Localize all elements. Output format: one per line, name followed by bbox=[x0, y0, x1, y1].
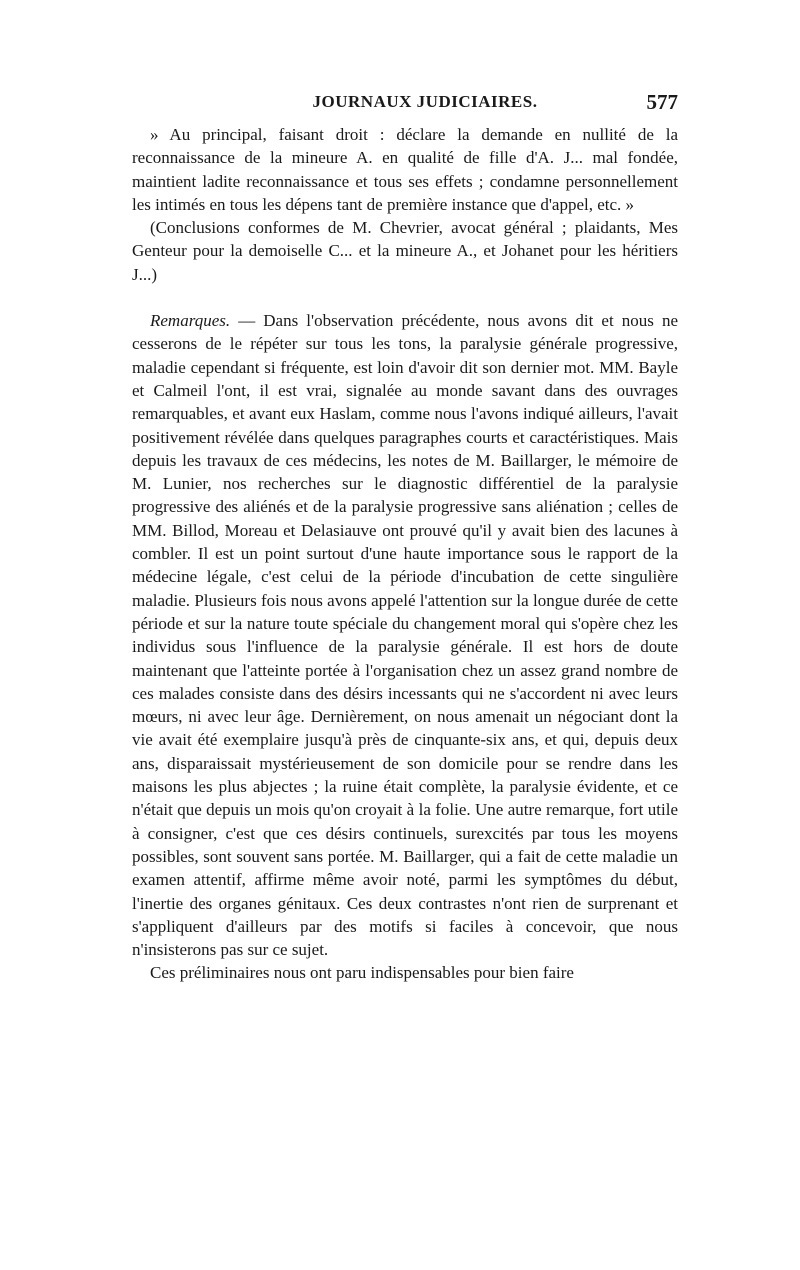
remarks-label: Remarques. bbox=[150, 311, 231, 331]
conclusions-paragraph: (Conclusions conformes de M. Chevrier, avocat général ; plaidants, Mes Genteur pour la demoiselle C... et la mineure A., et Johanet pour les héritiers J...) bbox=[132, 218, 678, 284]
body-text bbox=[132, 123, 678, 985]
remarks-paragraph bbox=[132, 309, 678, 961]
remarks-text: — Dans l'observation précédente, nous avons dit et nous ne cesserons de le répéter sur tous les tons, la paralysie générale progressive, maladie cependant si fréquente, est loin d'avoir dit son dernier mot. MM. Bayle et Calmeil l'ont, il est vrai, signalée au monde savant dans des ouvrages remarquables, et avant eux Haslam, comme nous l'avons indiqué ailleurs, l'avait positivement révélée dans quelques paragraphes courts et caractéristiques. Mais depuis les travaux de ces médecins, les notes de M. Baillarger, le mémoire de M. Lunier, nos recherches sur le diagnostic différentiel de la paralysie progressive des aliénés et de la paralysie progressive sans aliénation ; celles de MM. Billod, Moreau et Delasiauve ont prouvé qu'il y avait bien des lacunes à combler. Il est un point surtout d'une haute importance sous le rapport de la médecine légale, c'est celui de la période d'incubation de cette singulière maladie. Plusieurs fois nous avons appelé l'attention sur la longue durée de cette période et sur la nature toute spéciale du changement moral qui s'opère chez les individus sous l'influence de la paralysie générale. Il est hors de doute maintenant que l'atteinte portée à l'organisation chez un assez grand nombre de ces malades consiste dans des désirs incessants qui ne s'accordent ni avec leurs mœurs, ni avec leur âge. Dernièrement, on nous amenait un négociant dont la vie avait été exemplaire jusqu'à près de cinquante-six ans, et qui, depuis deux ans, disparaissait mystérieusement de son domicile pour se rendre dans les maisons les plus abjectes ; la ruine était complète, la paralysie évidente, et ce n'était que depuis un mois qu'on croyait à la folie. Une autre remarque, fort utile à consigner, c'est que ces désirs continuels, surexcités par tous les moyens possibles, sont souvent sans portée. M. Baillarger, qui a fait de cette maladie un examen attentif, affirme même avoir noté, parmi les symptômes du début, l'inertie des organes génitaux. Ces deux contrastes n'ont rien de surprenant et s'appliquent d'ailleurs par des motifs si faciles à concevoir, que nous n'insisterons pas sur ce sujet. bbox=[132, 311, 678, 960]
running-head bbox=[132, 92, 678, 120]
page-number: 577 bbox=[646, 90, 678, 114]
final-paragraph: Ces préliminaires nous ont paru indispensables pour bien faire bbox=[150, 963, 574, 983]
judgment-paragraph: » Au principal, faisant droit : déclare la demande en nullité de la reconnaissance de la mineure A. en qualité de fille d'A. J... mal fondée, maintient ladite reconnaissance et tous ses effets ; condamne personnellement les intimés en tous les dépens tant de première instance que d'appel, etc. » bbox=[132, 125, 678, 214]
running-title: JOURNAUX JUDICIAIRES. bbox=[312, 92, 538, 111]
paragraph-spacer bbox=[132, 286, 678, 309]
